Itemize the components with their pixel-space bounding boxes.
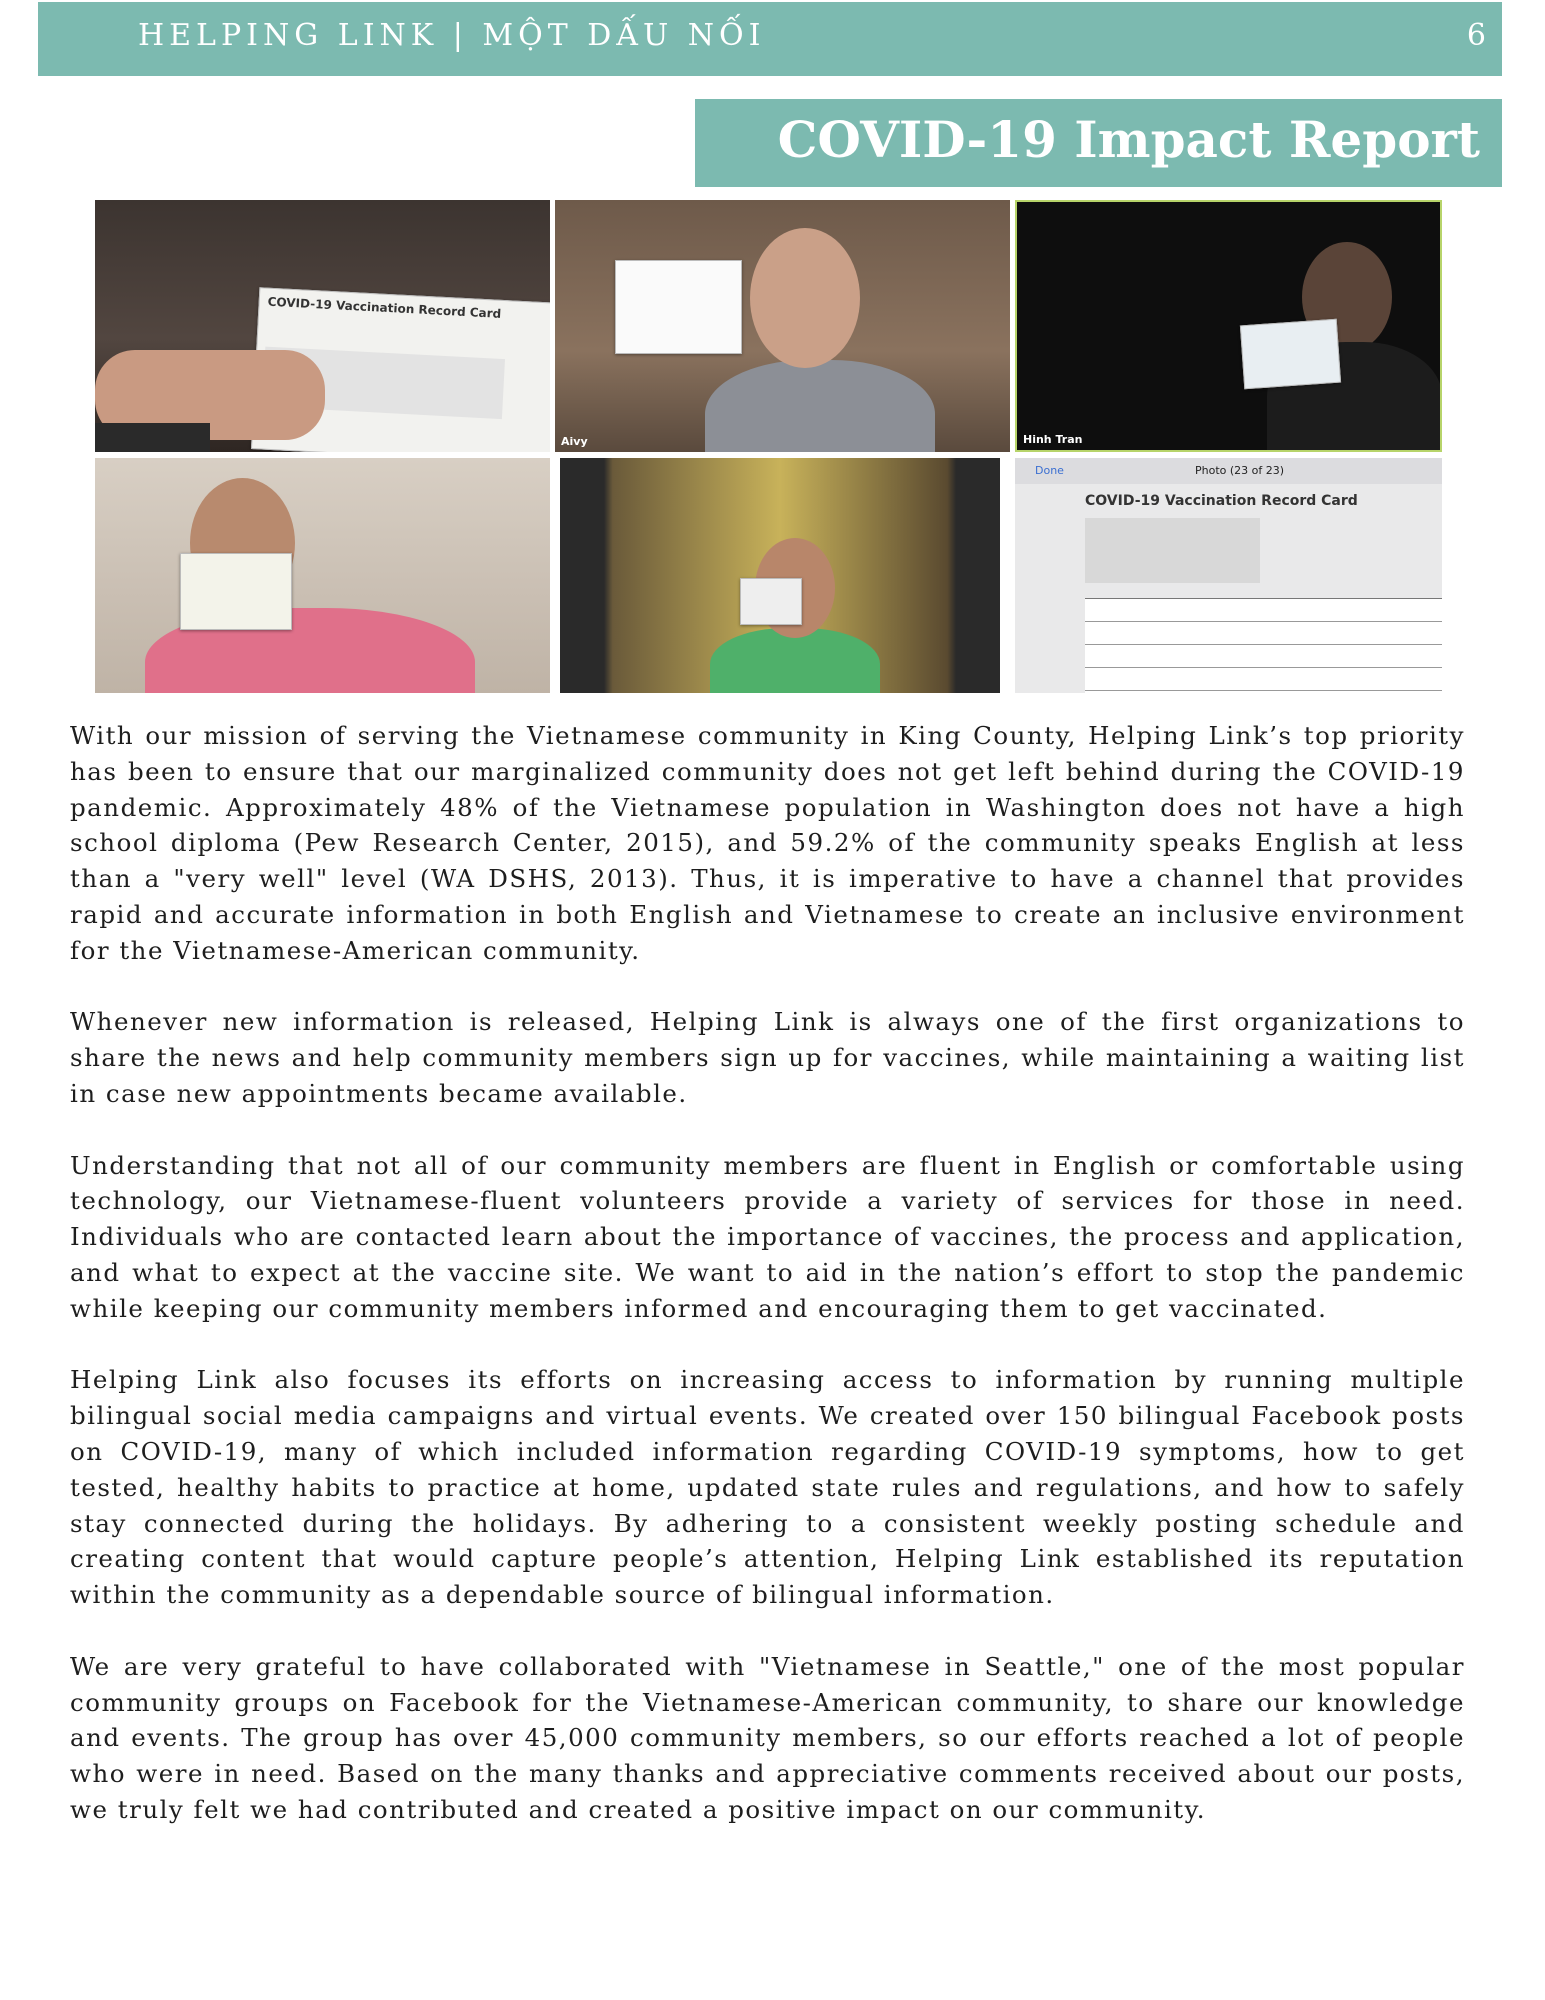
photo-tile-woman-green: [560, 458, 1000, 693]
card-title: COVID-19 Vaccination Record Card: [267, 294, 502, 321]
vaccination-card: [180, 553, 292, 630]
paragraph: Understanding that not all of our community members are fluent in English or comfortable using technology, our Vietnamese-fluent volunteers provide a variety of services for those in need. Individuals who are contacted learn about the importance of vaccines, the process and application, and what to expect at the vaccine site. We want to aid in the nation’s effort to stop the pandemic while keeping our community members informed and encouraging them to get vaccinated.: [70, 1150, 1465, 1323]
phone-header-bar: [1015, 458, 1442, 484]
page-number: 6: [1466, 18, 1486, 53]
vaccination-card: [740, 578, 802, 625]
photo-tile-card-closeup: [95, 200, 550, 452]
body-text: [70, 718, 1465, 1864]
card-title: COVID-19 Vaccination Record Card: [1085, 493, 1358, 509]
paragraph: With our mission of serving the Vietnamese community in King County, Helping Link’s top priority has been to ensure that our marginalized community does not get left behind during the COVID-19 pandemic. Approximately 48% of the Vietnamese population in Washington does not have a high school diploma (Pew Research Center, 2015), and 59.2% of the community speaks English at less than a "very well" level (WA DSHS, 2013). Thus, it is imperative to have a channel that provides rapid and accurate information in both English and Vietnamese to create an inclusive environment for the Vietnamese-American community.: [70, 721, 1465, 965]
redaction-box: [1085, 518, 1260, 583]
header-title: HELPING LINK | MỘT DẤU NỐI: [138, 18, 766, 53]
photo-tile-record-card-phone: [1015, 458, 1442, 693]
participant-name-label: Aivy: [561, 435, 588, 448]
phone-photo-counter: Photo (23 of 23): [1195, 464, 1285, 477]
report-title: COVID-19 Impact Report: [777, 110, 1480, 169]
dark-bar: [95, 423, 210, 452]
report-banner: [695, 99, 1502, 187]
photo-collage: [95, 200, 1442, 693]
photo-tile-aivy: [555, 200, 1010, 452]
paragraph: Helping Link also focuses its efforts on increasing access to information by running multiple bilingual social media campaigns and virtual events. We created over 150 bilingual Facebook posts on COVID-19, many of which included information regarding COVID-19 symptoms, how to get tested, healthy habits to practice at home, updated state rules and regulations, and how to safely stay connected during the holidays. By adhering to a consistent weekly posting schedule and creating content that would capture people’s attention, Helping Link established its reputation within the community as a dependable source of bilingual information.: [70, 1365, 1465, 1610]
vaccination-card: [1240, 319, 1341, 390]
person-head: [750, 228, 860, 368]
paragraph: We are very grateful to have collaborated with "Vietnamese in Seattle," one of the most popular community groups on Facebook for the Vietnamese-American community, to share our knowledge and events. The group has over 45,000 community members, so our efforts reached a lot of people who were in need. Based on the many thanks and appreciative comments received about our posts, we truly felt we had contributed and created a positive impact on our community.: [70, 1651, 1465, 1824]
paragraph: Whenever new information is released, Helping Link is always one of the first organizations to share the news and help community members sign up for vaccines, while maintaining a waiting list in case new appointments became available.: [70, 1007, 1465, 1108]
photo-tile-hinh-tran: [1015, 200, 1442, 452]
header-bar: [38, 2, 1502, 76]
record-table: [1085, 598, 1442, 693]
participant-name-label: Hinh Tran: [1023, 433, 1083, 446]
phone-done-button: Done: [1035, 464, 1064, 477]
photo-tile-woman-pink: [95, 458, 550, 693]
vaccination-card: [615, 260, 742, 354]
person-body: [705, 360, 935, 452]
